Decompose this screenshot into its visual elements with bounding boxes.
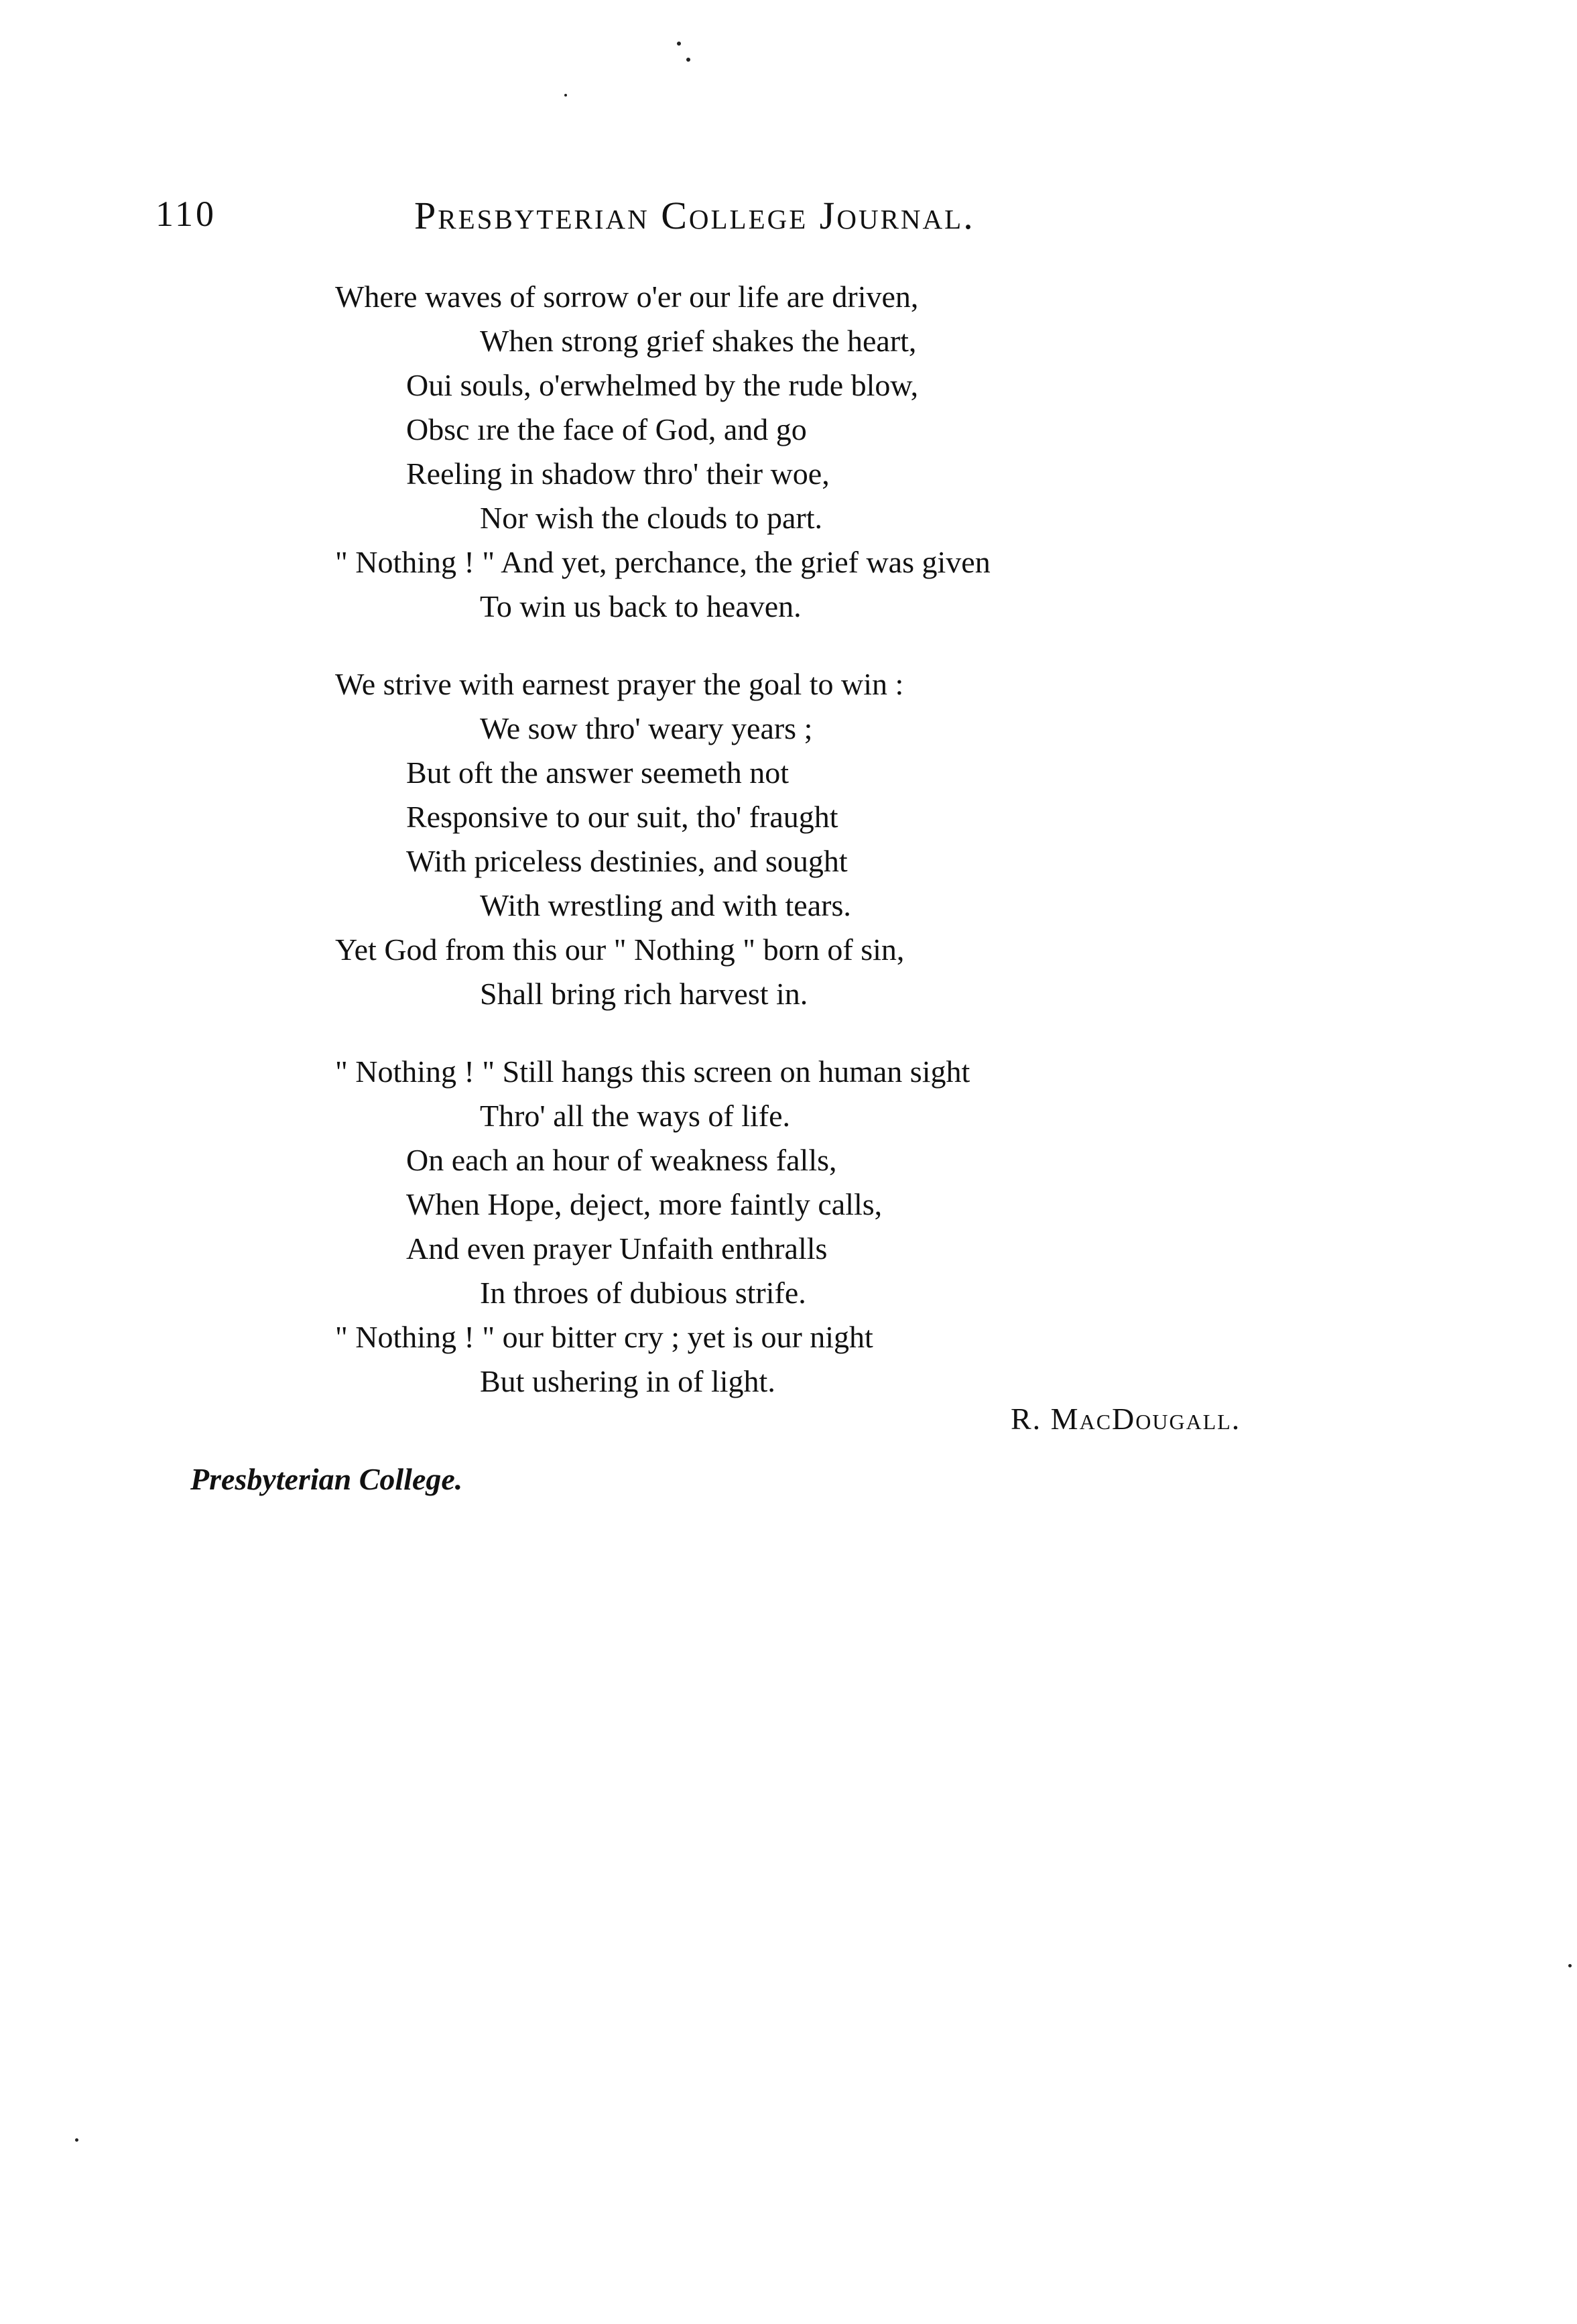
stanza-3 [335,1050,1407,1404]
print-speck [1568,1964,1572,1967]
poem-line: Obsc ıre the face of God, and go [406,412,807,446]
poem-line: Nor wish the clouds to part. [480,501,823,535]
journal-title: Presbyterian College Journal. [414,194,975,237]
poem-line: To win us back to heaven. [480,589,802,623]
poem-line: Reeling in shadow thro' their woe, [406,456,830,491]
poem-line: Thro' all the ways of life. [480,1099,791,1133]
poem-line: With wrestling and with tears. [480,888,851,922]
poem-line: When strong grief shakes the heart, [480,324,917,358]
poem-line: " Nothing ! " our bitter cry ; yet is our night [335,1320,873,1354]
running-head [0,193,1577,247]
poem-line: We strive with earnest prayer the goal to win : [335,667,904,701]
poem-line: We sow thro' weary years ; [480,711,813,745]
poem-line: But ushering in of light. [480,1364,775,1398]
stanza-1 [335,275,1407,629]
poem-line: " Nothing ! " And yet, perchance, the grief was given [335,545,991,579]
print-speck [677,42,681,46]
author-affiliation: Presbyterian College. [190,1462,463,1496]
poem-line: But oft the answer seemeth not [406,755,790,790]
print-speck [564,94,567,97]
poem-line: And even prayer Unfaith enthralls [406,1231,828,1266]
poem [335,275,1407,1437]
stanza-2 [335,662,1407,1016]
author-signature: R. MacDougall. [1011,1402,1241,1436]
print-speck [686,58,690,62]
poem-line: Oui souls, o'erwhelmed by the rude blow, [406,368,919,402]
print-speck [75,2138,78,2142]
poem-line: Where waves of sorrow o'er our life are driven, [335,280,919,314]
poem-line: Shall bring rich harvest in. [480,977,808,1011]
poem-line: Responsive to our suit, tho' fraught [406,800,838,834]
poem-line: Yet God from this our " Nothing " born of sin, [335,932,905,967]
page-number: 110 [155,194,216,234]
poem-line: When Hope, deject, more faintly calls, [406,1187,883,1221]
poem-line: On each an hour of weakness falls, [406,1143,837,1177]
poem-line: " Nothing ! " Still hangs this screen on human sight [335,1054,970,1089]
poem-line: With priceless destinies, and sought [406,844,848,878]
poem-line: In throes of dubious strife. [480,1276,806,1310]
